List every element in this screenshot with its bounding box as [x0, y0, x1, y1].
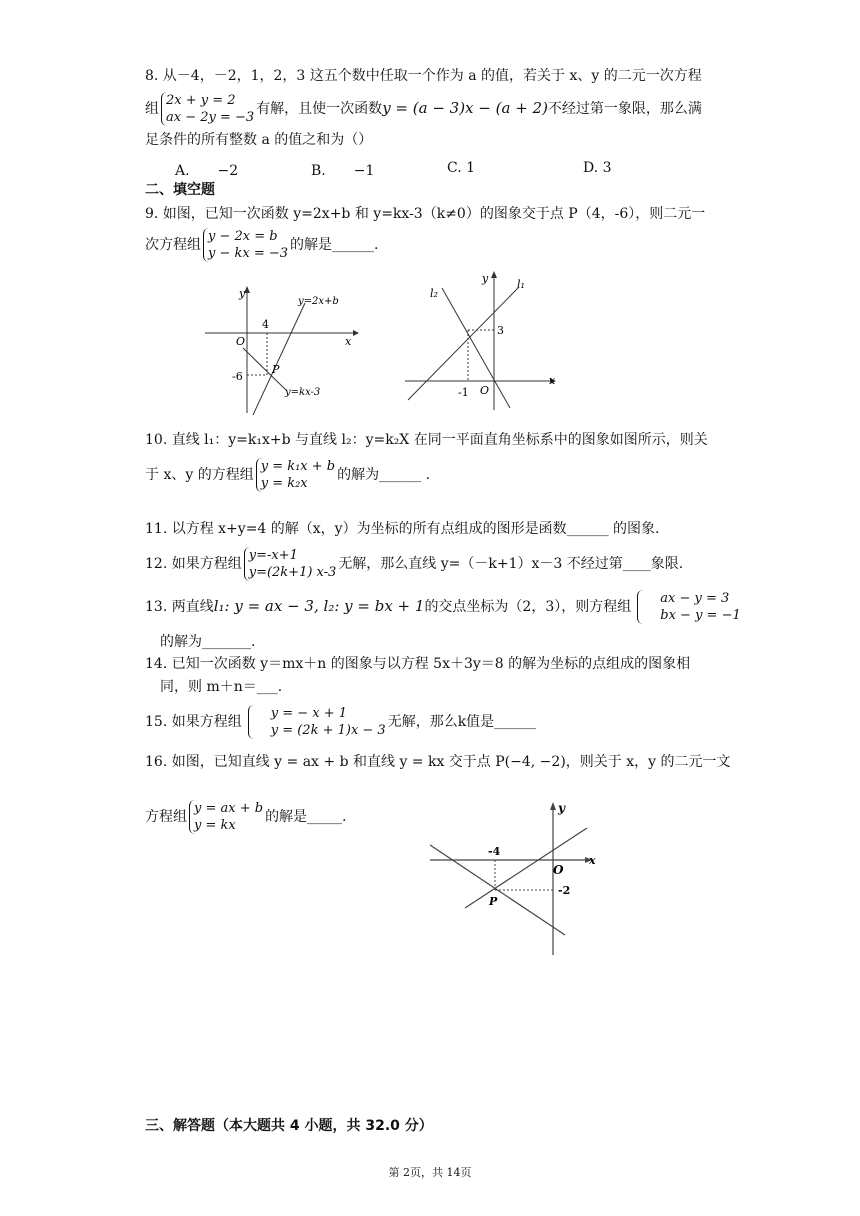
fig9-tick-neg6: -6	[232, 370, 243, 383]
q16-line2	[145, 800, 347, 834]
q8-post: 不经过第一象限，那么满	[547, 101, 702, 117]
q8-line1: 8. 从－4，－2，1，2，3 这五个数中任取一个作为 a 的值，若关于 x、y 的二元一次方程	[145, 68, 702, 84]
figure-q16	[425, 800, 600, 960]
q13-system	[637, 590, 740, 624]
q8-func: y = (a − 3)x − (a + 2)	[382, 99, 548, 117]
q16-eq1: y = ax + b	[194, 801, 264, 816]
fig9-y-label: y	[239, 287, 246, 300]
fig16-tick-neg4: -4	[488, 845, 501, 858]
q15-eq1: y = − x + 1	[270, 706, 348, 721]
q8-pre: 组	[145, 101, 159, 117]
q16-pre: 方程组	[145, 809, 187, 825]
q10-post: 的解为______ .	[337, 467, 431, 483]
q10-eq1: y = k₁x + b	[260, 459, 336, 474]
section3-heading: 三、解答题（本大题共 4 小题，共 32.0 分）	[145, 1118, 433, 1134]
fig16-y-label: y	[558, 801, 565, 815]
fig9-tick-4: 4	[262, 318, 269, 331]
section2-heading: 二、填空题	[145, 182, 215, 198]
fig9-origin: O	[236, 335, 246, 348]
fig9-line-kx-3	[243, 348, 287, 391]
q8-eq1: 2x + y = 2	[166, 93, 236, 108]
q13-mid: 的交点坐标为（2，3），则方程组	[424, 599, 632, 615]
q9-system	[203, 228, 288, 262]
q10-pre: 于 x、y 的方程组	[145, 467, 254, 483]
q15-pre: 15. 如果方程组	[145, 714, 242, 730]
fig9-point-p: P	[272, 363, 280, 376]
fig10-line-l1	[408, 288, 518, 400]
q13-line1	[145, 590, 743, 624]
figure-q9	[195, 283, 365, 418]
fig10-origin: O	[480, 384, 490, 397]
q8-line3: 足条件的所有整数 a 的值之和为（）	[145, 132, 373, 148]
q12-line	[145, 547, 683, 581]
fig16-tick-neg2: -2	[558, 884, 571, 897]
q8-option-a: A. −2	[175, 163, 239, 179]
q16-system	[189, 800, 263, 834]
q9-eq2: y − kx = −3	[208, 246, 289, 261]
fig16-x-label: x	[589, 854, 596, 867]
fig10-x-label: x	[549, 374, 556, 387]
q8-system	[161, 92, 254, 126]
fig16-point-p: P	[489, 895, 498, 908]
q12-eq1: y=-x+1	[248, 548, 298, 563]
q9-post: 的解是______.	[290, 237, 379, 253]
q14-line2: 同，则 m＋n＝___.	[160, 679, 283, 695]
fig16-origin: O	[553, 863, 564, 877]
q13-eq2: bx − y = −1	[660, 608, 741, 623]
fig10-tick-neg1: -1	[458, 386, 469, 399]
q13-eq1: ax − y = 3	[660, 591, 730, 606]
q13-lines: l₁: y = ax − 3, l₂: y = bx + 1	[213, 597, 425, 615]
q12-eq2: y=(2k+1) x-3	[248, 565, 337, 580]
figure-q10	[400, 270, 565, 415]
q10-system	[256, 458, 335, 492]
q9-eq1: y − 2x = b	[208, 229, 278, 244]
q16-eq2: y = kx	[194, 818, 236, 833]
q8-option-c: C. 1	[447, 160, 476, 176]
q8-line2	[145, 92, 702, 126]
q12-pre: 12. 如果方程组	[145, 556, 242, 572]
fig10-tick-3: 3	[497, 324, 504, 337]
fig10-label-l1: l₁	[517, 278, 525, 291]
q9-line2	[145, 228, 378, 262]
q16-line1: 16. 如图，已知直线 y = ax + b 和直线 y = kx 交于点 P(−4, −2)，则关于 x，y 的二元一文	[145, 754, 731, 770]
q10-eq2: y = k₂x	[260, 476, 308, 491]
q9-line1: 9. 如图，已知一次函数 y=2x+b 和 y=kx-3（k≠0）的图象交于点 P（4，-6），则二元一	[145, 206, 706, 222]
fig10-y-label: y	[482, 272, 489, 285]
q14-line1: 14. 已知一次函数 y＝mx＋n 的图象与以方程 5x＋3y＝8 的解为坐标的点组成的图象相	[145, 656, 691, 672]
q15-eq2: y = (2k + 1)x − 3	[270, 723, 386, 738]
fig9-x-label: x	[345, 335, 352, 348]
q8-eq2: ax − 2y = −3	[166, 110, 255, 125]
q12-post: 无解，那么直线 y=（－k+1）x－3 不经过第____象限.	[338, 556, 684, 572]
q10-line2	[145, 458, 430, 492]
fig9-x-arrow	[353, 330, 359, 336]
q13-line2: 的解为_______.	[160, 634, 256, 650]
fig9-label-kx-3: y=kx-3	[285, 387, 321, 398]
fig9-line-2x-b	[253, 303, 305, 415]
q8-mid: 有解，且使一次函数	[256, 101, 383, 117]
q15-post: 无解，那么k值是______	[387, 714, 537, 730]
fig10-y-arrow	[491, 271, 497, 278]
q11-text: 11. 以方程 x+y=4 的解（x，y）为坐标的所有点组成的图形是函数______ 的图象.	[145, 521, 660, 537]
q15-line	[145, 705, 536, 739]
q8-option-b: B. −1	[311, 163, 375, 179]
q12-system	[244, 547, 337, 581]
fig10-label-l2: l₂	[430, 287, 438, 300]
q8-option-d: D. 3	[583, 160, 612, 176]
q15-system	[248, 705, 386, 739]
fig9-label-2x-b: y=2x+b	[298, 296, 339, 307]
q9-pre: 次方程组	[145, 237, 201, 253]
fig16-y-arrow	[550, 802, 556, 810]
page-footer: 第 2页，共 14页	[388, 1166, 472, 1179]
q13-pre: 13. 两直线	[145, 599, 214, 615]
q16-post: 的解是_____.	[265, 809, 347, 825]
q10-line1: 10. 直线 l₁：y=k₁x+b 与直线 l₂：y=k₂X 在同一平面直角坐标系中的图象如图所示，则关	[145, 432, 708, 448]
